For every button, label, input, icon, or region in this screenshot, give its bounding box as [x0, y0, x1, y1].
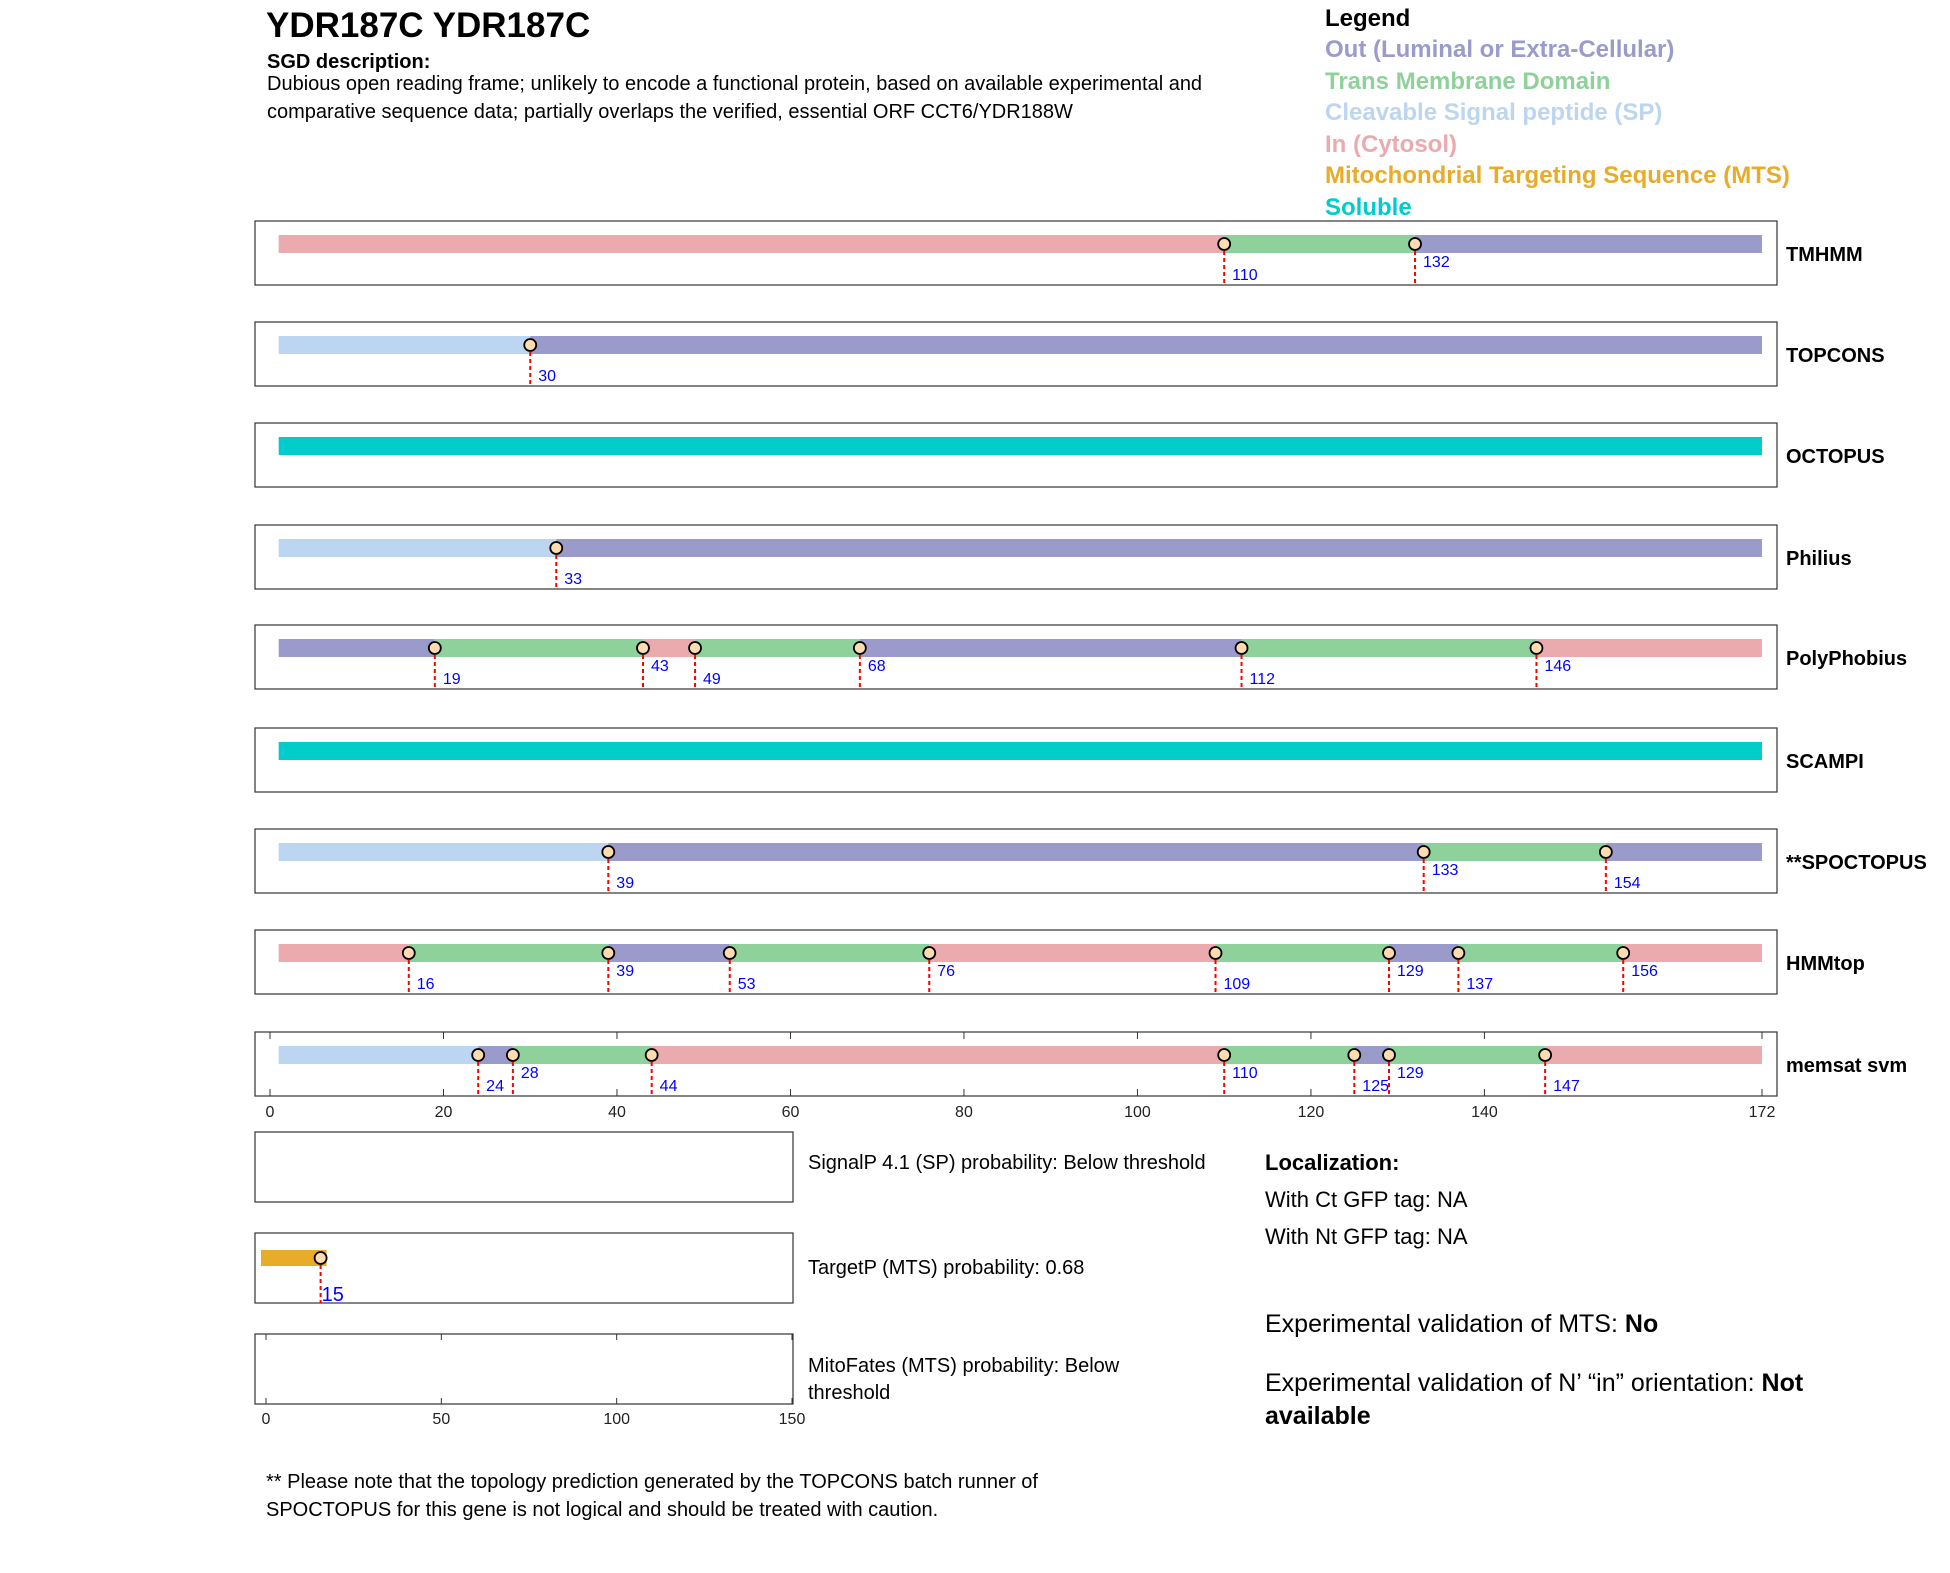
boundary-marker-memsat-svm-5: [1383, 1049, 1395, 1061]
x-tick-label-5: 100: [1124, 1104, 1151, 1121]
x-tick-label-1: 20: [434, 1104, 453, 1121]
boundary-label-hmmtop-4: 109: [1223, 976, 1251, 993]
boundary-label-polyphobius-2: 49: [703, 671, 721, 688]
legend-item-sp: Cleavable Signal peptide (SP): [1325, 99, 1663, 126]
boundary-label-hmmtop-3: 76: [937, 963, 956, 980]
segment-polyphobius-2: [643, 639, 695, 657]
boundary-marker-spoctopus-0: [602, 846, 614, 858]
panel-x-tick-label-0: 0: [261, 1411, 271, 1428]
segment-spoctopus-0: [279, 843, 609, 861]
segment-spoctopus-2: [1424, 843, 1606, 861]
boundary-marker-hmmtop-2: [724, 947, 736, 959]
track-name-octopus: OCTOPUS: [1786, 446, 1885, 468]
x-tick-label-3: 60: [781, 1104, 800, 1121]
x-tick-label-4: 80: [955, 1104, 973, 1121]
segment-spoctopus-3: [1606, 843, 1762, 861]
boundary-marker-memsat-svm-0: [472, 1049, 484, 1061]
boundary-label-spoctopus-1: 133: [1431, 862, 1459, 879]
track-name-scampi: SCAMPI: [1786, 751, 1864, 773]
segment-tmhmm-1: [1224, 235, 1415, 253]
boundary-label-memsat-svm-0: 24: [486, 1078, 504, 1095]
boundary-marker-hmmtop-0: [403, 947, 415, 959]
boundary-marker-polyphobius-4: [1236, 642, 1248, 654]
boundary-label-tmhmm-1: 132: [1423, 254, 1450, 271]
segment-polyphobius-5: [1242, 639, 1537, 657]
segment-memsat-svm-0: [279, 1046, 479, 1064]
segment-topcons-1: [530, 336, 1762, 354]
segment-tmhmm-2: [1415, 235, 1762, 253]
boundary-marker-tmhmm-0: [1218, 238, 1230, 250]
segment-memsat-svm-4: [1224, 1046, 1354, 1064]
targetp-label: TargetP (MTS) probability: 0.68: [808, 1257, 1085, 1279]
segment-hmmtop-3: [730, 944, 930, 962]
boundary-label-polyphobius-1: 43: [651, 658, 669, 675]
boundary-label-philius-0: 33: [564, 571, 583, 588]
panel-x-tick-label-3: 150: [778, 1411, 806, 1428]
legend-item-in: In (Cytosol): [1325, 130, 1457, 158]
experimental-mts-prefix: Experimental validation of MTS:: [1265, 1310, 1625, 1338]
boundary-label-memsat-svm-3: 110: [1232, 1065, 1258, 1082]
segment-octopus-0: [279, 437, 1762, 455]
segment-philius-1: [556, 539, 1762, 557]
panel-x-tick-label-1: 50: [432, 1411, 451, 1428]
boundary-label-spoctopus-0: 39: [616, 875, 635, 892]
segment-hmmtop-7: [1458, 944, 1623, 962]
boundary-label-polyphobius-5: 146: [1544, 658, 1572, 675]
boundary-label-memsat-svm-1: 28: [520, 1065, 539, 1082]
legend-item-tm: Trans Membrane Domain: [1325, 67, 1611, 95]
boundary-marker-memsat-svm-4: [1348, 1049, 1360, 1061]
experimental-orientation-prefix: Experimental validation of N’ “in” orientation:: [1265, 1369, 1762, 1397]
panel-box-mitofates: [255, 1334, 793, 1404]
boundary-marker-polyphobius-5: [1530, 642, 1542, 654]
boundary-marker-topcons-0: [524, 339, 536, 351]
segment-polyphobius-0: [279, 639, 435, 657]
segment-memsat-svm-3: [652, 1046, 1225, 1064]
segment-topcons-0: [279, 336, 531, 354]
experimental-orientation-value: Not available: [1265, 1369, 1804, 1430]
segment-hmmtop-4: [929, 944, 1215, 962]
track-name-hmmtop: HMMtop: [1786, 953, 1865, 975]
boundary-label-hmmtop-5: 129: [1397, 963, 1424, 980]
boundary-label-memsat-svm-2: 44: [659, 1078, 678, 1095]
segment-hmmtop-0: [279, 944, 409, 962]
track-name-philius: Philius: [1786, 548, 1852, 570]
experimental-orientation: [1265, 1367, 1845, 1433]
boundary-label-polyphobius-3: 68: [867, 658, 886, 675]
segment-polyphobius-4: [860, 639, 1242, 657]
segment-polyphobius-3: [695, 639, 860, 657]
boundary-label-tmhmm-0: 110: [1232, 267, 1258, 284]
track-name-polyphobius: PolyPhobius: [1786, 648, 1908, 670]
boundary-marker-philius-0: [550, 542, 562, 554]
segment-philius-0: [279, 539, 557, 557]
track-name-topcons: TOPCONS: [1786, 345, 1885, 367]
segment-hmmtop-5: [1216, 944, 1389, 962]
boundary-marker-hmmtop-3: [923, 947, 935, 959]
mitofates-label: MitoFates (MTS) probability: Below threshold: [808, 1355, 1120, 1404]
x-tick-label-0: 0: [265, 1104, 275, 1121]
track-name-spoctopus: **SPOCTOPUS: [1786, 852, 1927, 874]
segment-hmmtop-2: [608, 944, 729, 962]
x-tick-label-2: 40: [608, 1104, 626, 1121]
boundary-label-memsat-svm-6: 147: [1553, 1078, 1580, 1095]
segment-memsat-svm-7: [1545, 1046, 1762, 1064]
localization-heading: Localization:: [1265, 1150, 1400, 1175]
boundary-label-spoctopus-2: 154: [1613, 875, 1641, 892]
segment-hmmtop-8: [1623, 944, 1762, 962]
localization-ct-gfp: With Ct GFP tag: NA: [1265, 1187, 1468, 1212]
segment-memsat-svm-6: [1389, 1046, 1545, 1064]
boundary-marker-spoctopus-2: [1600, 846, 1612, 858]
boundary-marker-memsat-svm-3: [1218, 1049, 1230, 1061]
panel-boundary-marker-targetp-0: [315, 1252, 327, 1264]
boundary-marker-memsat-svm-2: [646, 1049, 658, 1061]
boundary-label-hmmtop-1: 39: [616, 963, 635, 980]
boundary-label-topcons-0: 30: [538, 368, 557, 385]
boundary-marker-hmmtop-4: [1210, 947, 1222, 959]
panel-x-tick-label-2: 100: [603, 1411, 631, 1428]
boundary-marker-spoctopus-1: [1418, 846, 1430, 858]
legend-title: Legend: [1325, 5, 1411, 32]
segment-polyphobius-1: [435, 639, 643, 657]
sgd-description-text: Dubious open reading frame; unlikely to encode a functional protein, based on available experimental and comparative sequence data; partially overlaps the verified, essential ORF CCT6/YDR188W: [267, 73, 1203, 123]
boundary-marker-polyphobius-3: [854, 642, 866, 654]
segment-memsat-svm-2: [513, 1046, 652, 1064]
sgd-description-label: SGD description:: [267, 51, 431, 73]
boundary-label-polyphobius-0: 19: [442, 671, 461, 688]
segment-tmhmm-0: [279, 235, 1225, 253]
x-tick-label-8: 172: [1748, 1104, 1776, 1121]
panel-box-signalp: [255, 1132, 793, 1202]
track-name-memsat-svm: memsat svm: [1786, 1055, 1908, 1077]
boundary-marker-polyphobius-2: [689, 642, 701, 654]
segment-hmmtop-6: [1389, 944, 1458, 962]
boundary-marker-hmmtop-1: [602, 947, 614, 959]
boundary-marker-polyphobius-1: [637, 642, 649, 654]
boundary-marker-tmhmm-1: [1409, 238, 1421, 250]
boundary-marker-hmmtop-7: [1617, 947, 1629, 959]
boundary-marker-memsat-svm-1: [507, 1049, 519, 1061]
track-name-tmhmm: TMHMM: [1786, 244, 1863, 266]
segment-polyphobius-6: [1536, 639, 1762, 657]
localization-nt-gfp: With Nt GFP tag: NA: [1265, 1224, 1468, 1249]
experimental-mts: [1265, 1308, 1658, 1341]
caution-note: ** Please note that the topology prediction generated by the TOPCONS batch runner of SPOCTOPUS for this gene is not logical and should be treated with caution.: [266, 1471, 1038, 1521]
segment-scampi-0: [279, 742, 1762, 760]
boundary-marker-hmmtop-6: [1452, 947, 1464, 959]
boundary-marker-hmmtop-5: [1383, 947, 1395, 959]
x-tick-label-6: 120: [1297, 1104, 1325, 1121]
legend-item-mts: Mitochondrial Targeting Sequence (MTS): [1325, 162, 1790, 189]
boundary-marker-polyphobius-0: [429, 642, 441, 654]
boundary-label-hmmtop-7: 156: [1631, 963, 1658, 980]
x-tick-label-7: 140: [1471, 1104, 1498, 1121]
legend-item-soluble: Soluble: [1325, 193, 1412, 221]
boundary-label-polyphobius-4: 112: [1249, 671, 1276, 688]
boundary-label-hmmtop-0: 16: [416, 976, 435, 993]
boundary-label-memsat-svm-5: 129: [1397, 1065, 1424, 1082]
segment-spoctopus-1: [608, 843, 1423, 861]
boundary-marker-memsat-svm-6: [1539, 1049, 1551, 1061]
legend-item-out: Out (Luminal or Extra-Cellular): [1325, 36, 1675, 63]
boundary-label-hmmtop-2: 53: [737, 976, 756, 993]
gene-title: YDR187C YDR187C: [266, 6, 591, 45]
panel-boundary-label-targetp-0: 15: [321, 1284, 344, 1306]
signalp-label: SignalP 4.1 (SP) probability: Below threshold: [808, 1152, 1206, 1174]
boundary-label-hmmtop-6: 137: [1466, 976, 1494, 993]
experimental-mts-value: No: [1624, 1310, 1659, 1338]
segment-hmmtop-1: [409, 944, 609, 962]
boundary-label-memsat-svm-4: 125: [1362, 1078, 1390, 1095]
